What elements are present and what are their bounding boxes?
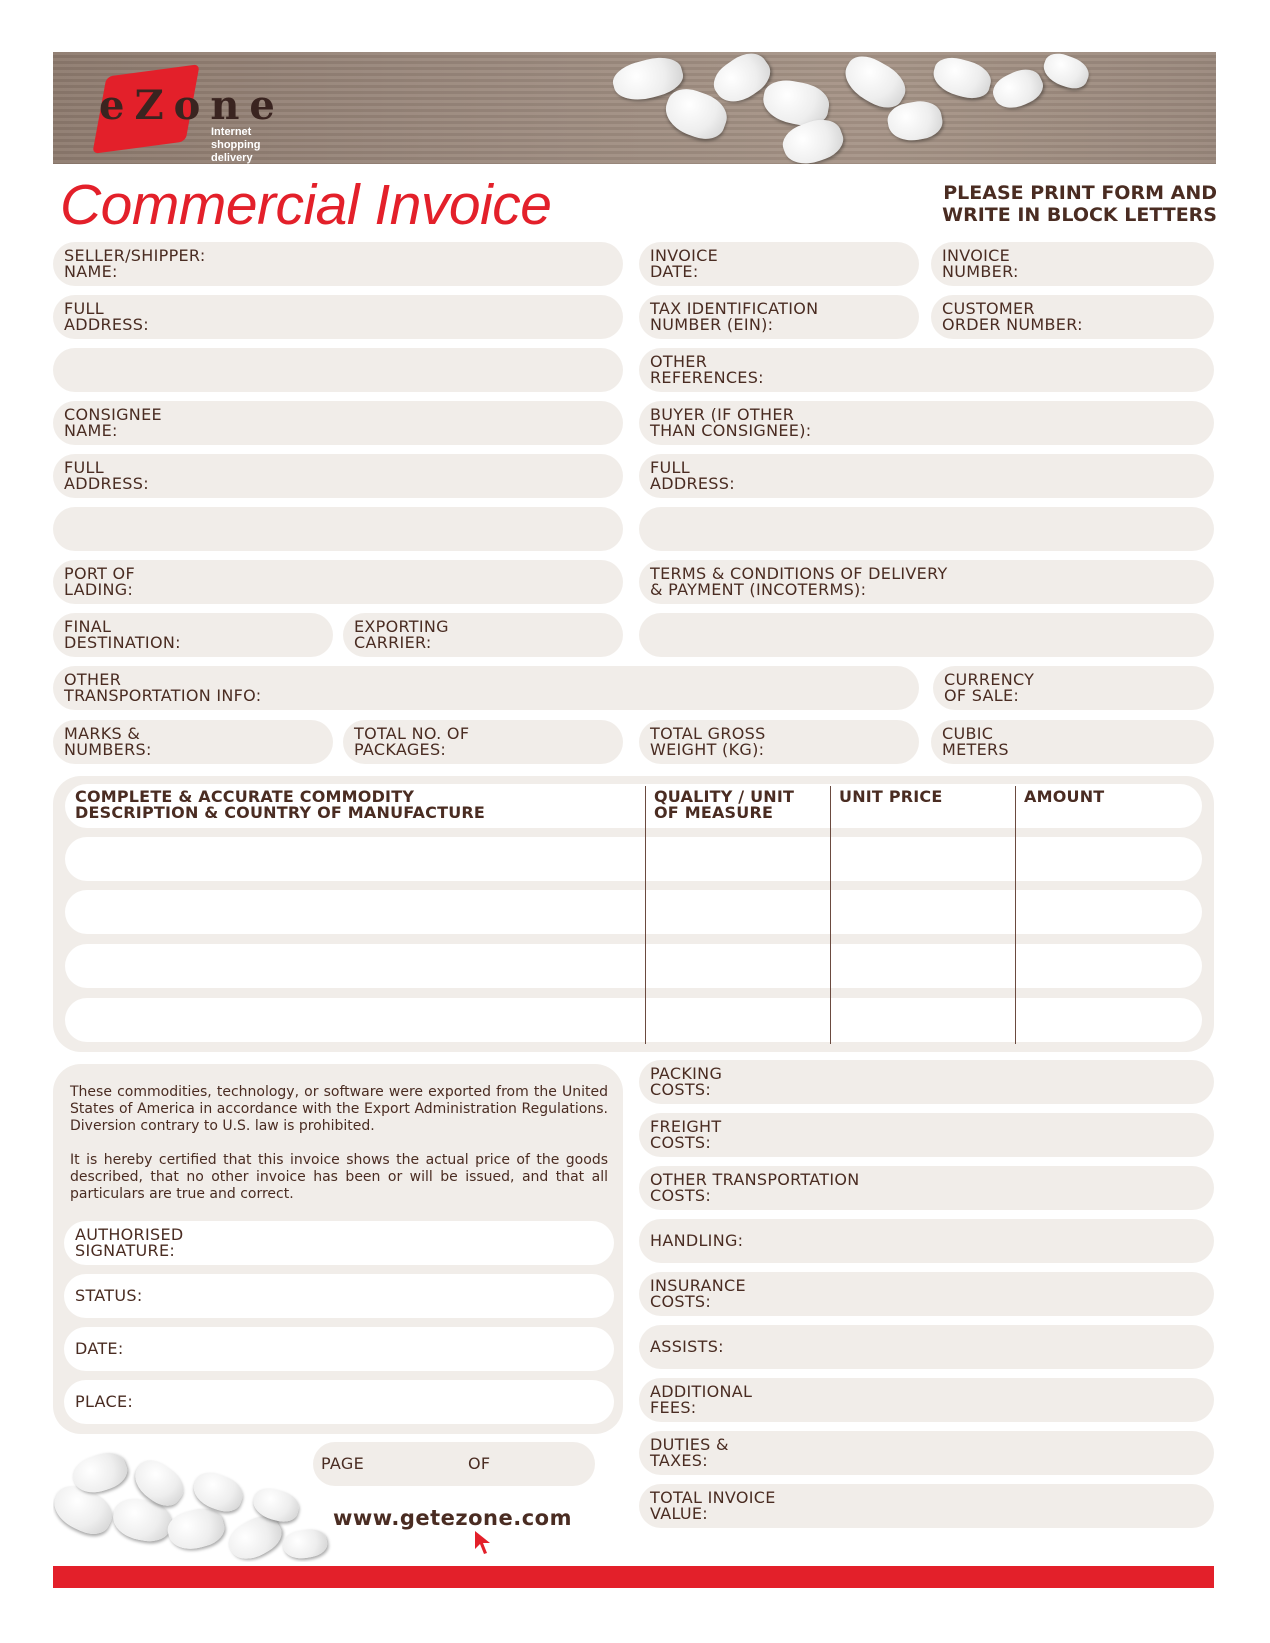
field-label: REFERENCES: (650, 368, 764, 387)
field-label: TRANSPORTATION INFO: (64, 686, 262, 705)
header-line: DESCRIPTION & COUNTRY OF MANUFACTURE (75, 803, 486, 822)
packing-costs-field[interactable] (639, 1060, 1214, 1104)
commodity-table (53, 776, 1214, 1052)
field-label: ADDRESS: (64, 315, 149, 334)
logo-wordmark: eZone (99, 82, 285, 129)
seller-address-line2-field[interactable] (53, 348, 623, 392)
seller-address-field[interactable] (53, 295, 623, 339)
field-label: OTHER TRANSPORTATION (650, 1170, 860, 1189)
field-label: FEES: (650, 1398, 697, 1417)
field-label: DATE: (75, 1339, 124, 1358)
column-header-amount (1024, 789, 1104, 805)
field-label: & PAYMENT (INCOTERMS): (650, 580, 867, 599)
field-label: LADING: (64, 580, 134, 599)
field-label: DATE: (650, 262, 699, 281)
field-label: FULL (650, 458, 690, 477)
field-label: ADDRESS: (650, 474, 735, 493)
field-label: AUTHORISED (75, 1225, 184, 1244)
final-destination-field[interactable] (53, 613, 333, 657)
field-label: WEIGHT (KG): (650, 740, 765, 759)
field-label: INVOICE (942, 246, 1011, 265)
seller-name-field[interactable] (53, 242, 623, 286)
header-line: QUALITY / UNIT (654, 787, 795, 806)
field-label: CARRIER: (354, 633, 432, 652)
tagline-line: Internet (211, 126, 252, 138)
field-label: DESTINATION: (64, 633, 181, 652)
field-label: CURRENCY (944, 670, 1035, 689)
invoice-date-field[interactable] (639, 242, 919, 286)
handling-field[interactable] (639, 1219, 1214, 1263)
header-line: COMPLETE & ACCURATE COMMODITY (75, 787, 415, 806)
print-notice (942, 182, 1217, 226)
consignee-name-field[interactable] (53, 401, 623, 445)
field-label: INSURANCE (650, 1276, 746, 1295)
field-label: DUTIES & (650, 1435, 729, 1454)
commodity-row[interactable] (65, 837, 1202, 881)
header-line: OF MEASURE (654, 803, 774, 822)
field-label: INVOICE (650, 246, 719, 265)
other-references-field[interactable] (639, 348, 1214, 392)
field-label: THAN CONSIGNEE): (650, 421, 812, 440)
field-label: VALUE: (650, 1504, 708, 1523)
field-label: PACKING (650, 1064, 723, 1083)
total-packages-field[interactable] (343, 720, 623, 764)
column-header-description (75, 789, 485, 821)
duties-taxes-field[interactable] (639, 1431, 1214, 1475)
field-label: FULL (64, 458, 104, 477)
authorised-signature-field[interactable] (64, 1221, 614, 1265)
field-label: COSTS: (650, 1133, 712, 1152)
status-field[interactable] (64, 1274, 614, 1318)
field-label: FINAL (64, 617, 112, 636)
of-label: OF (468, 1454, 491, 1473)
consignee-address-field[interactable] (53, 454, 623, 498)
column-header-quality (654, 789, 794, 821)
tax-id-field[interactable] (639, 295, 919, 339)
customer-order-field[interactable] (931, 295, 1214, 339)
field-label: CUSTOMER (942, 299, 1035, 318)
field-label: TERMS & CONDITIONS OF DELIVERY (650, 564, 948, 583)
field-label: TAX IDENTIFICATION (650, 299, 819, 318)
other-transportation-field[interactable] (53, 666, 919, 710)
marks-numbers-field[interactable] (53, 720, 333, 764)
buyer-address-line2-field[interactable] (639, 507, 1214, 551)
logo-tagline (211, 126, 261, 164)
notice-line: WRITE IN BLOCK LETTERS (942, 204, 1217, 226)
packing-peanut-image (929, 53, 994, 103)
field-label: ADDITIONAL (650, 1382, 753, 1401)
field-label: EXPORTING (354, 617, 449, 636)
field-label: MARKS & (64, 724, 141, 743)
insurance-costs-field[interactable] (639, 1272, 1214, 1316)
field-label: PORT OF (64, 564, 135, 583)
packing-peanut-image (1039, 52, 1092, 93)
field-label: TOTAL GROSS (650, 724, 766, 743)
total-invoice-value-field[interactable] (639, 1484, 1214, 1528)
field-label: NUMBERS: (64, 740, 152, 759)
header-line: UNIT PRICE (839, 787, 943, 806)
consignee-address-line2-field[interactable] (53, 507, 623, 551)
currency-field[interactable] (933, 666, 1214, 710)
additional-fees-field[interactable] (639, 1378, 1214, 1422)
place-field[interactable] (64, 1380, 614, 1424)
column-divider (645, 786, 646, 1044)
buyer-field[interactable] (639, 401, 1214, 445)
field-label: CUBIC (942, 724, 994, 743)
field-label: OF SALE: (944, 686, 1020, 705)
tagline-line: delivery (211, 152, 253, 164)
field-label: COSTS: (650, 1080, 712, 1099)
cursor-arrow-icon (474, 1530, 492, 1556)
field-label: ADDRESS: (64, 474, 149, 493)
incoterms-line2-field[interactable] (639, 613, 1214, 657)
footer-peanuts-image (53, 1450, 333, 1562)
website-link[interactable]: www.getezone.com (333, 1506, 572, 1530)
column-divider (830, 786, 831, 1044)
footer-red-bar (53, 1566, 1214, 1588)
incoterms-field[interactable] (639, 560, 1214, 604)
field-label: HANDLING: (650, 1231, 744, 1250)
notice-line: PLEASE PRINT FORM AND (943, 182, 1217, 204)
gross-weight-field[interactable] (639, 720, 919, 764)
field-label: TOTAL INVOICE (650, 1488, 776, 1507)
commodity-row[interactable] (65, 998, 1202, 1042)
field-label: METERS (942, 740, 1009, 759)
assists-field[interactable] (639, 1325, 1214, 1369)
other-transportation-costs-field[interactable] (639, 1166, 1214, 1210)
field-label: TOTAL NO. OF (354, 724, 470, 743)
buyer-address-field[interactable] (639, 454, 1214, 498)
field-label: SELLER/SHIPPER: (64, 246, 206, 265)
field-label: COSTS: (650, 1186, 712, 1205)
field-label: PLACE: (75, 1392, 134, 1411)
field-label: PACKAGES: (354, 740, 447, 759)
field-label: NAME: (64, 262, 118, 281)
cubic-meters-field[interactable] (931, 720, 1214, 764)
column-header-unit-price (839, 789, 943, 805)
commodity-row[interactable] (65, 944, 1202, 988)
field-label: SIGNATURE: (75, 1241, 176, 1260)
invoice-number-field[interactable] (931, 242, 1214, 286)
header-banner (53, 52, 1216, 164)
field-label: TAXES: (650, 1451, 708, 1470)
export-statement: These commodities, technology, or software were exported from the United States of America in accordance with the Export Administration Regulations. Diversion contrary to U.S. law is prohibited. (70, 1084, 608, 1134)
exporting-carrier-field[interactable] (343, 613, 623, 657)
field-label: FULL (64, 299, 104, 318)
date-field[interactable] (64, 1327, 614, 1371)
column-divider (1015, 786, 1016, 1044)
ezone-logo (93, 64, 293, 164)
field-label: NUMBER: (942, 262, 1019, 281)
field-label: FREIGHT (650, 1117, 722, 1136)
field-label: BUYER (IF OTHER (650, 405, 795, 424)
packing-peanut-image (164, 1503, 228, 1554)
field-label: COSTS: (650, 1292, 712, 1311)
certification-statement (70, 1084, 608, 1203)
field-label: ASSISTS: (650, 1337, 724, 1356)
page-title: Commercial Invoice (60, 173, 552, 237)
page-number-field[interactable] (313, 1442, 595, 1486)
packing-peanut-image (281, 1526, 329, 1561)
field-label: STATUS: (75, 1286, 143, 1305)
certification-statement-text: It is hereby certified that this invoice shows the actual price of the goods described, that no other invoice has been or will be issued, and that all particulars are true and correct. (70, 1152, 608, 1202)
field-label: CONSIGNEE (64, 405, 162, 424)
packing-peanut-image (988, 63, 1048, 115)
page-label: PAGE (321, 1454, 364, 1473)
header-line: AMOUNT (1024, 787, 1105, 806)
freight-costs-field[interactable] (639, 1113, 1214, 1157)
tagline-line: shopping (211, 139, 261, 151)
field-label: OTHER (64, 670, 122, 689)
field-label: OTHER (650, 352, 708, 371)
field-label: NUMBER (EIN): (650, 315, 774, 334)
certification-section (53, 1064, 623, 1434)
field-label: NAME: (64, 421, 118, 440)
commodity-row[interactable] (65, 890, 1202, 934)
port-of-lading-field[interactable] (53, 560, 623, 604)
field-label: ORDER NUMBER: (942, 315, 1083, 334)
